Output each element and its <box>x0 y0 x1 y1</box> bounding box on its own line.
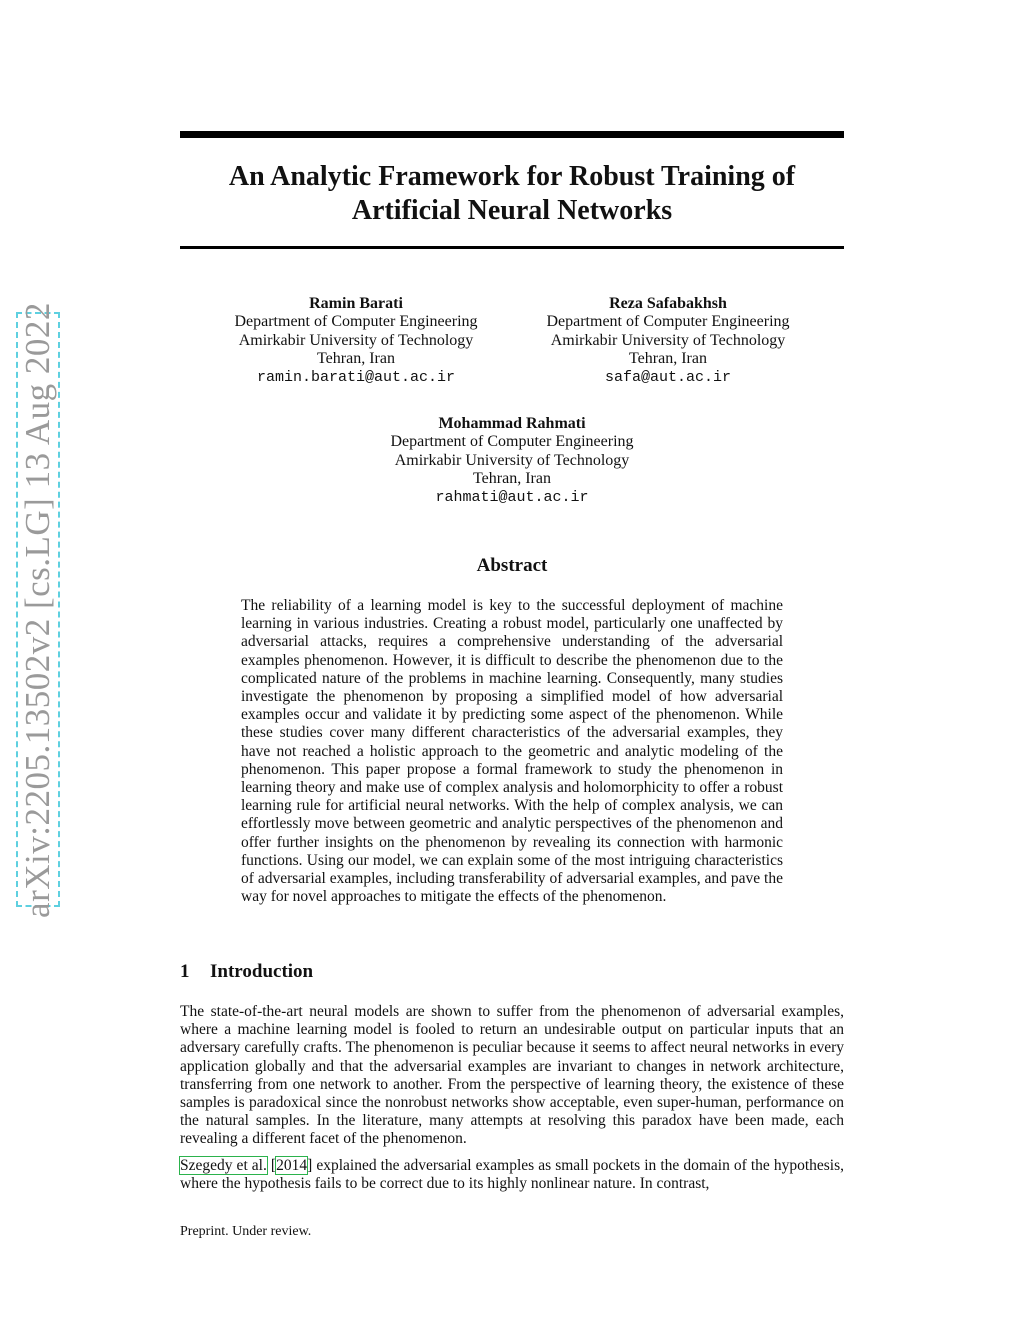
author-block <box>528 295 808 387</box>
author-department: Department of Computer Engineering <box>546 313 790 331</box>
author-location: Tehran, Iran <box>473 470 551 488</box>
author-block <box>216 295 496 387</box>
author-institution: Amirkabir University of Technology <box>238 331 474 349</box>
section-title: Introduction <box>210 961 314 982</box>
author-institution: Amirkabir University of Technology <box>550 331 786 349</box>
author-email[interactable]: ramin.barati@aut.ac.ir <box>256 368 456 386</box>
abstract-heading: Abstract <box>476 555 548 576</box>
citation-year-link[interactable]: 2014 <box>276 1157 308 1174</box>
section-number: 1 <box>180 961 190 982</box>
author-name: Mohammad Rahmati <box>438 415 586 432</box>
author-department: Department of Computer Engineering <box>234 313 478 331</box>
author-name: Ramin Barati <box>309 295 403 312</box>
arxiv-identifier[interactable]: arXiv:2205.13502v2 [cs.LG] 13 Aug 2022 <box>18 302 57 918</box>
author-name: Reza Safabakhsh <box>609 295 727 312</box>
author-email[interactable]: safa@aut.ac.ir <box>604 368 732 386</box>
footer-note: Preprint. Under review. <box>180 1224 312 1239</box>
author-location: Tehran, Iran <box>317 350 395 368</box>
author-location: Tehran, Iran <box>629 350 707 368</box>
abstract-text: The reliability of a learning model is key to the successful deployment of machine learning in various industries. Creating a robust model, particularly one unaffected by adversarial attacks, requires a comprehensive understanding of the adversarial examples phenomenon. However, it is difficult to describe the phenomenon due to the complicated nature of the problems in machine learning. Consequently, many studies investigate the phenomenon by proposing a simplified model of how adversarial examples occur and validate it by predicting some aspect of the phenomenon. While these studies cover many different characteristics of the adversarial examples, they have not reached a holistic approach to the geometric and analytic modeling of the phenomenon. This paper propose a formal framework to study the phenomenon in learning theory and make use of complex analysis and holomorphicity to offer a robust learning rule for artificial neural networks. With the help of complex analysis, we can effortlessly move between geometric and analytic perspectives of the phenomenon and offer further insights on the phenomenon by revealing its connection with harmonic functions. Using our model, we can explain some of the most intriguing characteristics of adversarial examples, including transferability of adversarial examples, and pave the way for novel approaches to mitigate the effects of the phenomenon. <box>241 597 783 906</box>
citation-bracket-open: [ <box>266 1157 277 1174</box>
author-department: Department of Computer Engineering <box>390 433 634 451</box>
title-top-rule <box>180 131 844 138</box>
section-heading <box>180 961 313 983</box>
intro-paragraph <box>180 1157 844 1193</box>
intro-paragraph: The state-of-the-art neural models are shown to suffer from the phenomenon of adversarial examples, where a machine learning model is fooled to return an undesirable output on particular inputs that an adversary carefully crafts. The phenomenon is peculiar because it seems to affect neural networks in every application globally and that the adversarial examples are invariant to changes in network architecture, transferring from one network to another. From the perspective of learning theory, the existence of these samples is paradoxical since the nonrobust networks show acceptable, even super-human, performance on the natural samples. In the literature, many attempts at resolving this paradox have been made, each revealing a different facet of the phenomenon. <box>180 1003 844 1148</box>
author-institution: Amirkabir University of Technology <box>394 451 630 469</box>
author-block <box>372 415 652 507</box>
paper-title: An Analytic Framework for Robust Training of Artificial Neural Networks <box>228 161 796 226</box>
intro-paragraph-text: explained the adversarial examples as small pockets in the domain of the hypothesis, where the hypothesis fails to be correct due to its highly nonlinear nature. In contrast, <box>180 1157 845 1193</box>
title-bottom-rule <box>180 246 844 249</box>
author-email[interactable]: rahmati@aut.ac.ir <box>435 488 589 506</box>
citation-author-link[interactable]: Szegedy et al. <box>180 1157 267 1174</box>
citation-bracket-close: ] <box>307 1157 313 1174</box>
